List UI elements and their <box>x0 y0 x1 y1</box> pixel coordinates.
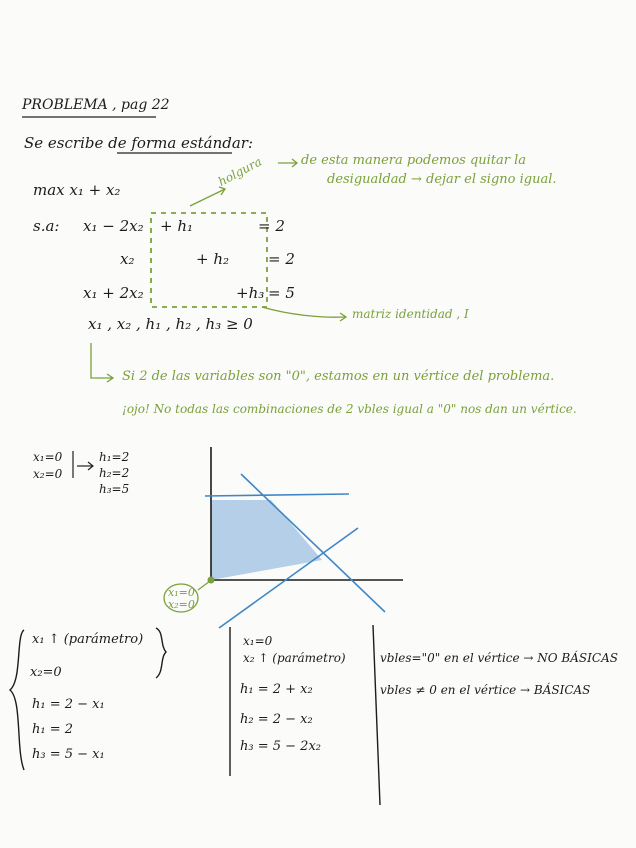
objective: max x₁ + x₂ <box>33 181 121 199</box>
r1-left: x₁ − 2x₂ <box>83 217 144 235</box>
mid-l4: h₂ = 2 − x₂ <box>240 712 313 727</box>
mid-l3: h₁ = 2 + x₂ <box>240 682 313 697</box>
left-l4: h₁ = 2 <box>32 722 74 737</box>
mid-l2: x₂ ↑ (parámetro) <box>243 651 346 665</box>
left-l2: x₂=0 <box>30 665 62 680</box>
case-h1: h₁=2 <box>99 450 130 464</box>
r3-left: x₁ + 2x₂ <box>83 284 144 302</box>
left-l1: x₁ ↑ (parámetro) <box>32 632 144 647</box>
r3-slack: +h₃ <box>236 284 265 302</box>
page-title: PROBLEMA , pag 22 <box>22 97 170 113</box>
left-l5: h₃ = 5 − x₁ <box>32 747 105 762</box>
holgura-text-1: de esta manera podemos quitar la <box>301 153 527 168</box>
r1-rhs: = 2 <box>258 217 285 235</box>
case-h2: h₂=2 <box>99 466 130 480</box>
mid-l5: h₃ = 5 − 2x₂ <box>240 739 321 754</box>
page-subtitle: Se escribe de forma estándar: <box>24 134 254 152</box>
right-bar <box>373 625 380 805</box>
identity-note: matriz identidad , I <box>352 307 469 321</box>
origin-note-2: x₂=0 <box>168 598 195 611</box>
nonneg: x₁ , x₂ , h₁ , h₂ , h₃ ≥ 0 <box>88 315 253 333</box>
r2-slack: + h₂ <box>196 250 230 268</box>
r3-rhs: = 5 <box>268 284 295 302</box>
left-brace <box>10 630 24 770</box>
case-h3: h₃=5 <box>99 482 130 496</box>
holgura-label: holgura <box>215 154 265 189</box>
right-l1: vbles="0" en el vértice → NO BÁSICAS <box>380 651 618 665</box>
vertex-note-arrow <box>91 343 112 378</box>
origin-note-1: x₁=0 <box>168 586 195 599</box>
holgura-arrow <box>190 189 225 206</box>
case-x2: x₂=0 <box>33 467 63 481</box>
holgura-text-2: desigualdad → dejar el signo igual. <box>327 172 557 187</box>
right-l2: vbles ≠ 0 en el vértice → BÁSICAS <box>380 683 591 697</box>
r1-slack: + h₁ <box>160 217 194 235</box>
line-x2-equals-2 <box>205 494 349 496</box>
mid-l1: x₁=0 <box>243 634 273 648</box>
r2-left: x₂ <box>120 250 135 268</box>
vertex-note-2: ¡ojo! No todas las combinaciones de 2 vbles igual a "0" nos dan un vértice. <box>122 402 577 416</box>
vertex-note-1: Si 2 de las variables son "0", estamos en un vértice del problema. <box>122 369 555 384</box>
small-brace <box>156 628 166 678</box>
left-l3: h₁ = 2 − x₁ <box>32 697 105 712</box>
identity-arrow <box>262 307 345 317</box>
st-label: s.a: <box>33 217 60 235</box>
feasible-region <box>211 500 322 580</box>
r2-rhs: = 2 <box>268 250 295 268</box>
case-x1: x₁=0 <box>33 450 63 464</box>
